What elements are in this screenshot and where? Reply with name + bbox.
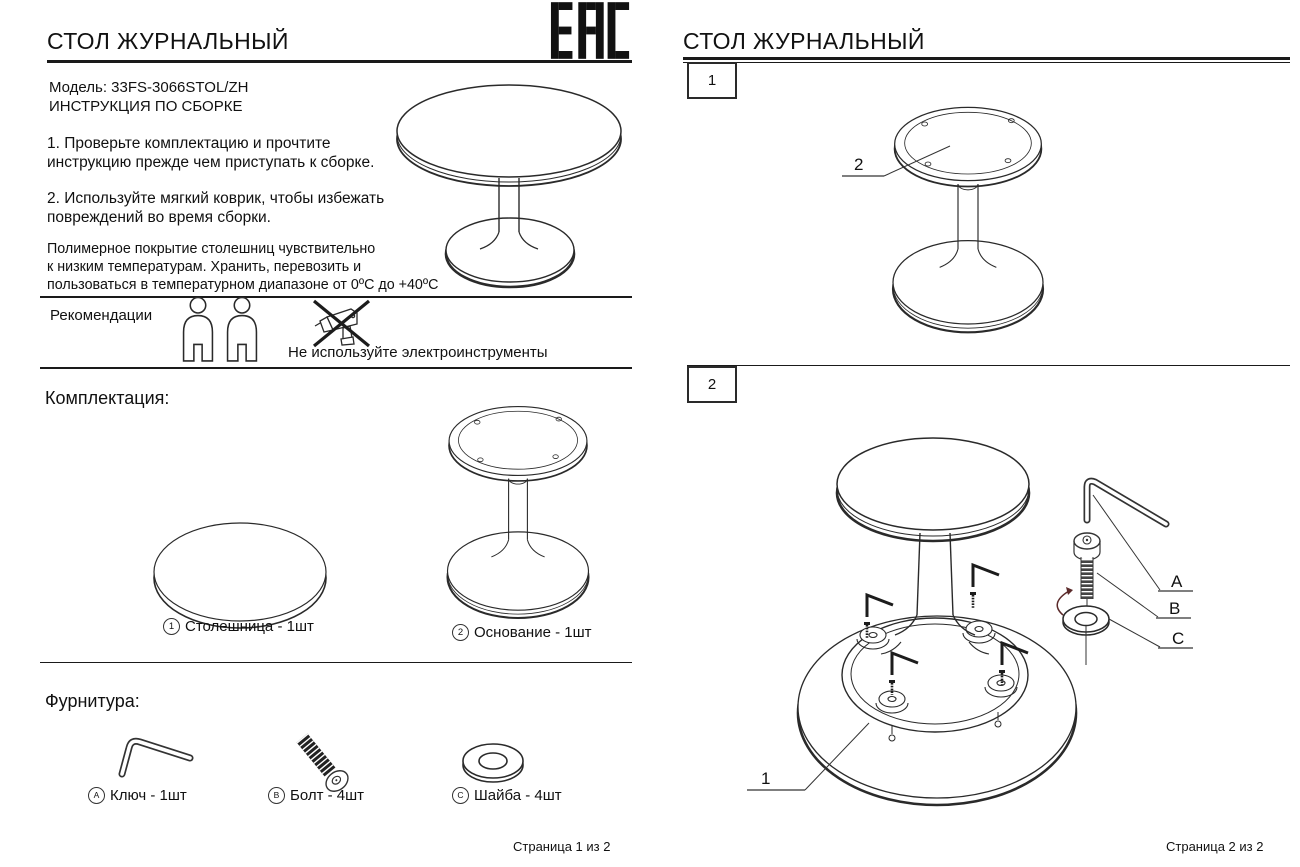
circled-letter-a: A xyxy=(88,787,105,804)
circled-number-2: 2 xyxy=(452,624,469,641)
hardware-heading: Фурнитура: xyxy=(45,691,140,711)
divider-1 xyxy=(40,296,632,298)
step-1-illustration xyxy=(838,88,1143,350)
contents-item-label: Основание - 1шт xyxy=(474,624,592,641)
washer-icon xyxy=(460,737,526,789)
callout-washer-letter: C xyxy=(1172,629,1185,648)
no-power-tools-label: Не используйте электроинструменты xyxy=(288,344,548,361)
instruction-2-line1: 2. Используйте мягкий коврик, чтобы избежать xyxy=(47,190,385,207)
step-2-number: 2 xyxy=(707,376,717,393)
instruction-2-line2: повреждений во время сборки. xyxy=(47,208,271,226)
page2-title: СТОЛ ЖУРНАЛЬНЫЙ xyxy=(683,28,925,54)
washer-large-icon xyxy=(1063,606,1109,665)
temperature-warning-line1: Полимерное покрытие столешниц чувствительно xyxy=(47,241,376,257)
hardware-item-bolt xyxy=(268,787,364,804)
circled-number-1: 1 xyxy=(163,618,180,635)
no-power-tools-icon xyxy=(312,299,372,349)
bolt-large-icon xyxy=(1074,533,1100,611)
step-2-box xyxy=(687,366,737,403)
page2-title-rule-thin xyxy=(683,62,1290,63)
page2-title-rule xyxy=(683,57,1290,60)
hardware-item-washer xyxy=(452,787,562,804)
recommendations-label: Рекомендации xyxy=(50,307,153,324)
allen-key-icon xyxy=(108,730,198,780)
callout-key-letter: A xyxy=(1171,572,1183,591)
step-2-rule xyxy=(687,365,1290,366)
model-line: Модель: 33FS-3066STOL/ZH xyxy=(49,79,249,96)
person-icon xyxy=(175,297,221,363)
hardware-item-label: Шайба - 4шт xyxy=(474,787,562,804)
contents-item-tabletop xyxy=(163,618,314,635)
instruction-2 xyxy=(47,190,384,227)
callout-bolt-letter: B xyxy=(1169,599,1181,618)
callout-top-number: 1 xyxy=(761,769,771,788)
contents-heading: Комплектация: xyxy=(45,388,170,408)
temperature-warning xyxy=(47,240,438,294)
hardware-item-label: Болт - 4шт xyxy=(290,787,365,804)
divider-3 xyxy=(40,662,632,663)
callout-base-number: 2 xyxy=(854,155,864,174)
page2-footer: Страница 2 из 2 xyxy=(1166,839,1264,854)
step-1-box xyxy=(687,62,737,99)
subtitle: ИНСТРУКЦИЯ ПО СБОРКЕ xyxy=(49,98,243,115)
circled-letter-c: C xyxy=(452,787,469,804)
circled-letter-b: B xyxy=(268,787,285,804)
assembled-table-illustration xyxy=(390,82,635,297)
page1-footer: Страница 1 из 2 xyxy=(513,839,611,854)
person-icon xyxy=(219,297,265,363)
base-illustration xyxy=(438,394,598,629)
step-2-illustration xyxy=(735,423,1215,843)
hardware-item-key xyxy=(88,787,187,804)
page1-title: СТОЛ ЖУРНАЛЬНЫЙ xyxy=(47,28,289,54)
instruction-1-line1: 1. Проверьте комплектацию и прочтите xyxy=(47,135,331,152)
hardware-item-label: Ключ - 1шт xyxy=(110,787,187,804)
contents-item-base xyxy=(452,624,592,641)
temperature-warning-line3: пользоваться в температурном диапазоне от 0ºС до +40ºС xyxy=(47,277,439,293)
temperature-warning-line2: к низким температурам. Хранить, перевозить и xyxy=(47,259,362,275)
eac-logo-icon xyxy=(549,2,633,59)
instruction-1 xyxy=(47,135,374,172)
divider-2 xyxy=(40,367,632,369)
step-1-number: 1 xyxy=(707,72,717,89)
contents-item-label: Столешница - 1шт xyxy=(185,618,314,635)
page1-title-rule xyxy=(47,60,632,63)
instruction-1-line2: инструкцию прежде чем приступать к сборке. xyxy=(47,153,375,171)
